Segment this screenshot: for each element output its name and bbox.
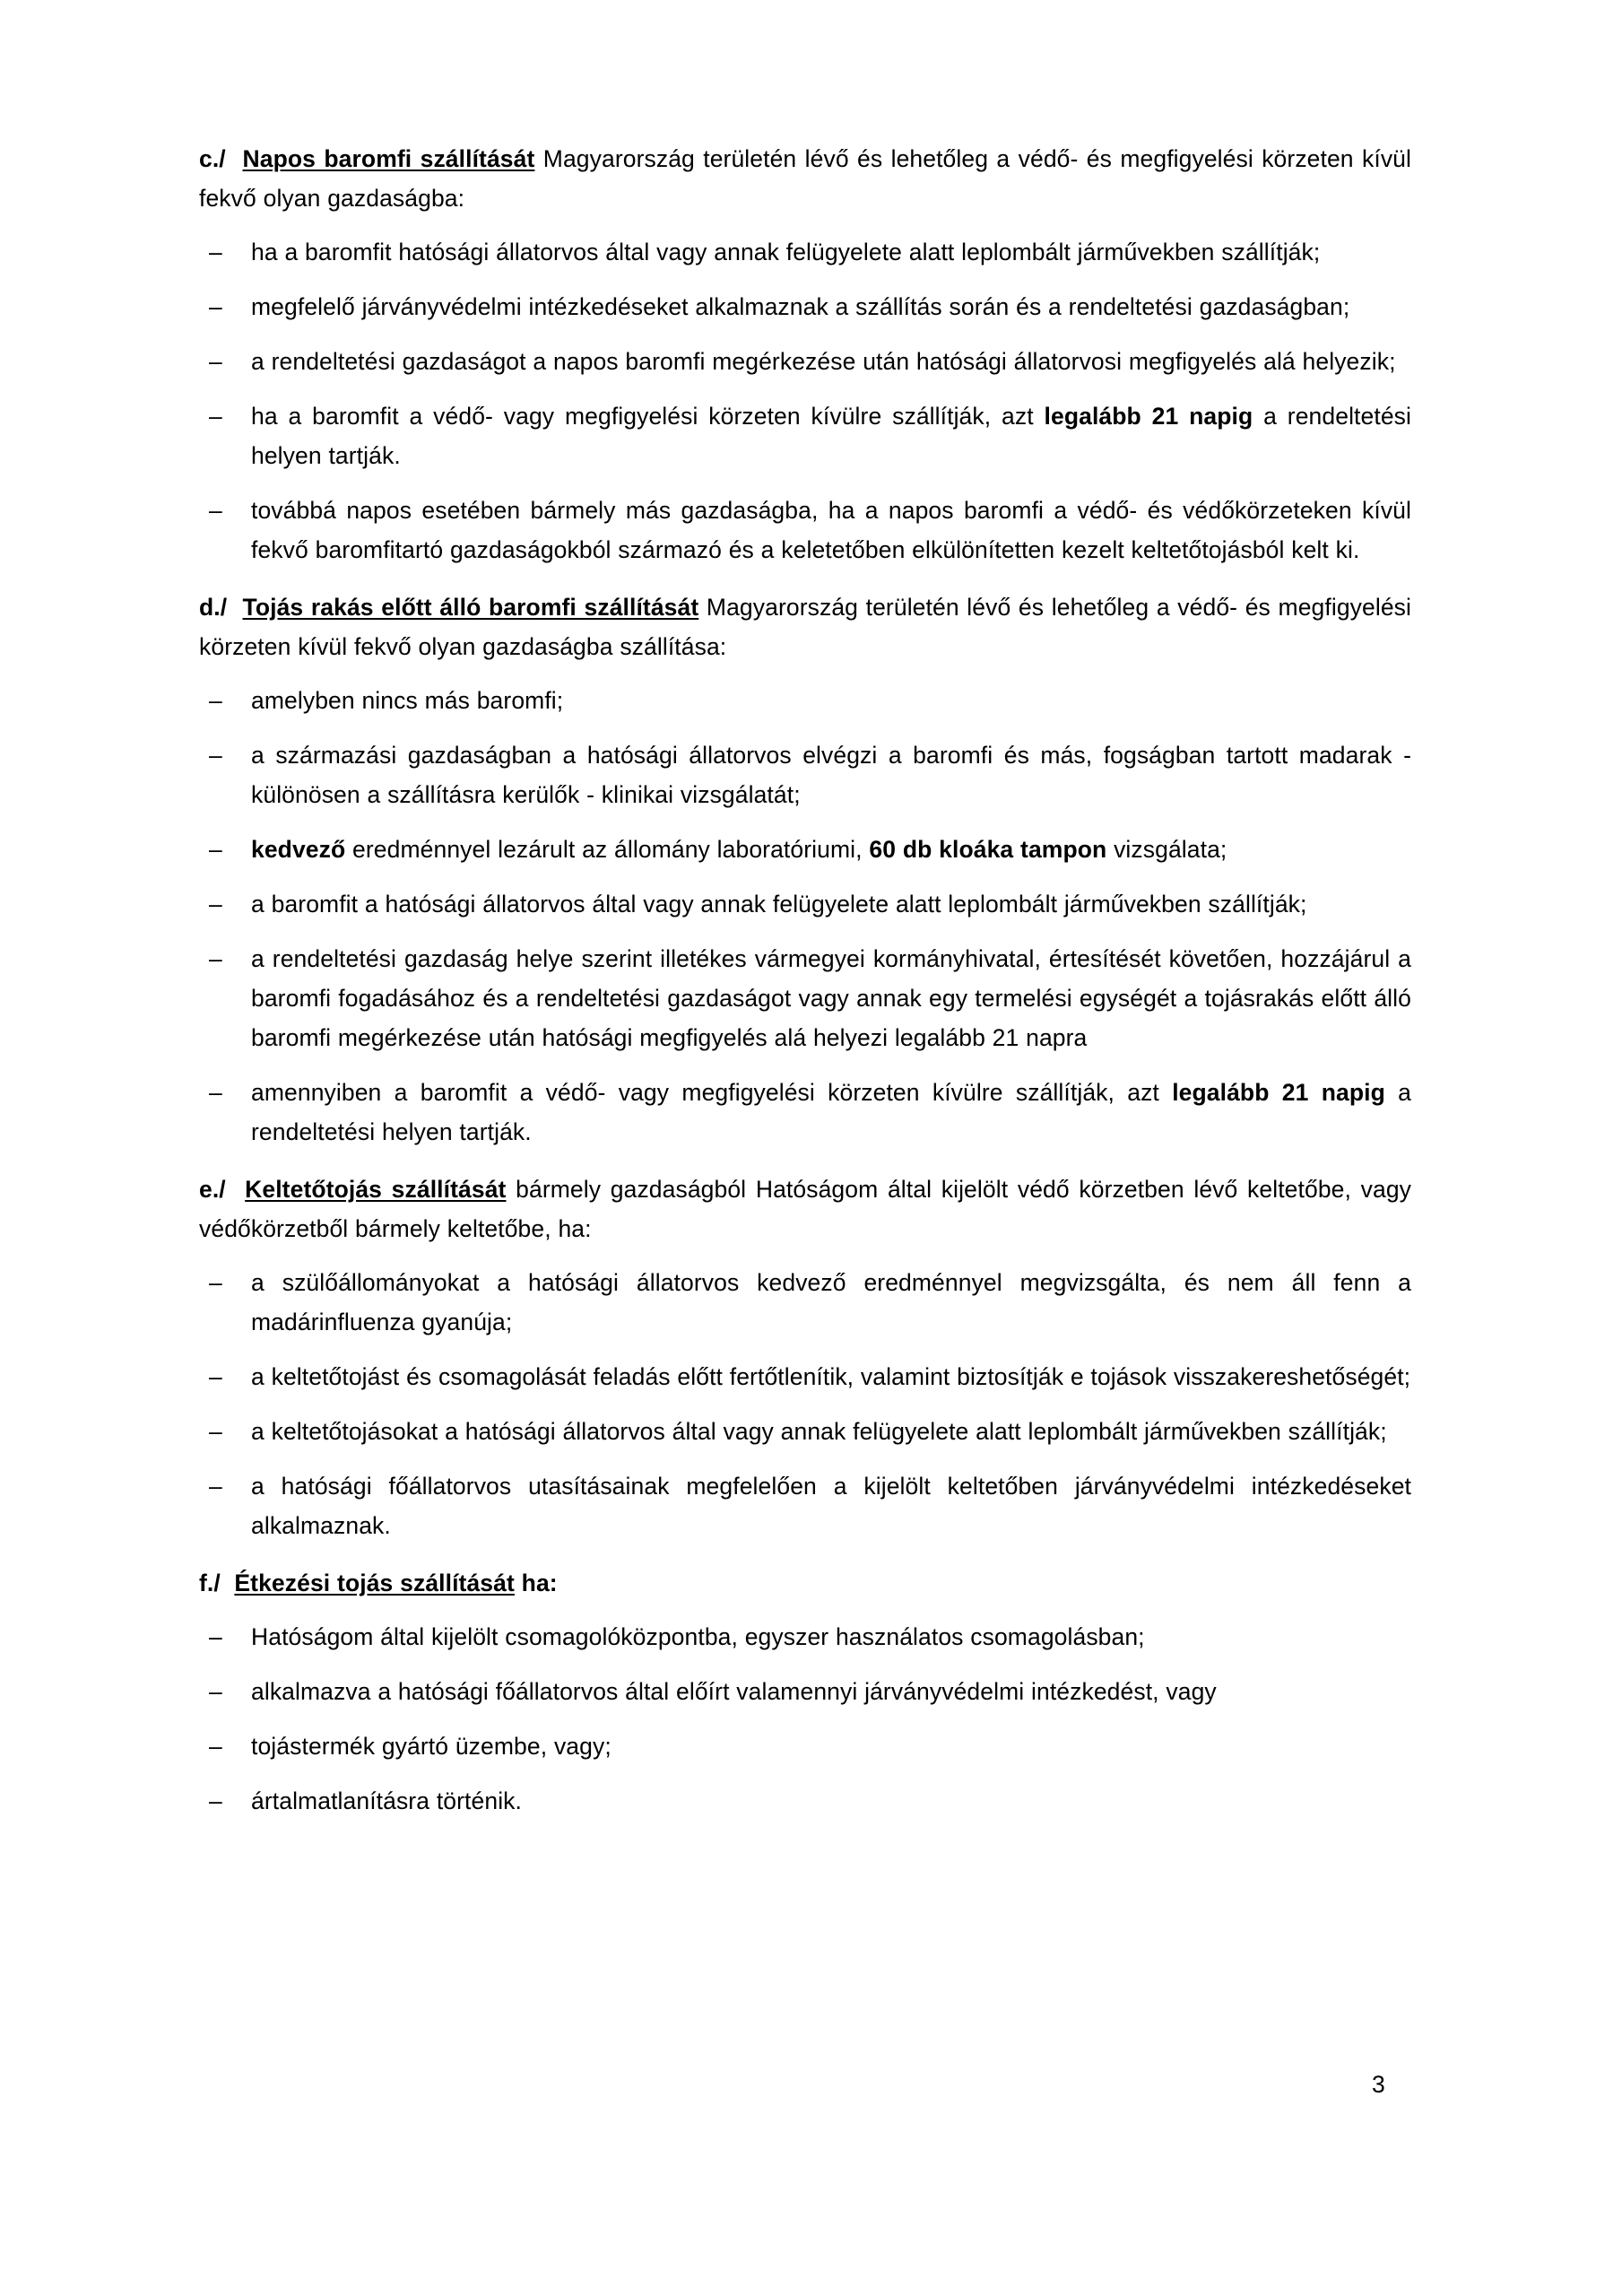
section-heading-f <box>199 1563 1411 1603</box>
list-item <box>199 1073 1411 1152</box>
dash-bullet-icon: – <box>209 1733 222 1760</box>
section-heading-rest-c: Magyarország területén lévő és lehetőleg a védő- és megfigyelési körzeten kívül fekvő olyan gazdaságba: <box>199 145 1412 212</box>
dash-list-c <box>199 232 1411 570</box>
list-item-text: a rendeltetési gazdaságot a napos baromfi megérkezése után hatósági állatorvosi megfigyelés alá helyezik; <box>251 348 1396 375</box>
list-item-text-pre: amennyiben a baromfit a védő- vagy megfigyelési körzeten kívülre szállítják, azt <box>251 1079 1173 1106</box>
list-item-text: a származási gazdaságban a hatósági állatorvos elvégzi a baromfi és más, fogságban tartott madarak - különösen a szállításra kerülők - klinikai vizsgálatát; <box>251 742 1411 808</box>
section-list-d <box>199 681 1411 1152</box>
section-label-f: f./ <box>199 1570 221 1596</box>
dash-bullet-icon: – <box>209 945 222 972</box>
dash-bullet-icon: – <box>209 1623 222 1650</box>
section-title-e: Keltetőtojás szállítását <box>245 1176 507 1203</box>
dash-list-d <box>199 681 1411 1152</box>
dash-bullet-icon: – <box>209 1473 222 1500</box>
list-item-text: amelyben nincs más baromfi; <box>251 687 564 714</box>
list-item <box>199 1617 1411 1657</box>
section-heading-rest-f: ha: <box>514 1570 558 1596</box>
list-item-text-pre: eredménnyel lezárult az állomány laboratóriumi, <box>345 836 870 863</box>
section-heading-c <box>199 139 1411 218</box>
dash-bullet-icon: – <box>209 293 222 320</box>
list-item-text: Hatóságom által kijelölt csomagolóközpontba, egyszer használatos csomagolásban; <box>251 1623 1145 1650</box>
dash-bullet-icon: – <box>209 742 222 769</box>
list-item-text: ártalmatlanításra történik. <box>251 1787 522 1814</box>
section-heading-rest-d: Magyarország területén lévő és lehetőleg a védő- és megfigyelési körzeten kívül fekvő olyan gazdaságba szállítása: <box>199 594 1412 660</box>
dash-bullet-icon: – <box>209 1363 222 1390</box>
list-item <box>199 884 1411 924</box>
list-item-text: a keltetőtojást és csomagolását feladás előtt fertőtlenítik, valamint biztosítják e tojások visszakereshetőségét; <box>251 1363 1411 1390</box>
dash-bullet-icon: – <box>209 1079 222 1106</box>
dash-bullet-icon: – <box>209 836 222 863</box>
list-item <box>199 396 1411 475</box>
list-item <box>199 681 1411 720</box>
dash-bullet-icon: – <box>209 348 222 375</box>
list-item <box>199 491 1411 570</box>
list-item-text: megfelelő járványvédelmi intézkedéseket alkalmaznak a szállítás során és a rendeltetési gazdaságban; <box>251 293 1350 320</box>
section-list-f <box>199 1617 1411 1821</box>
section-heading-d <box>199 587 1411 666</box>
dash-bullet-icon: – <box>209 687 222 714</box>
list-item <box>199 939 1411 1057</box>
dash-bullet-icon: – <box>209 239 222 265</box>
page-number: 3 <box>1372 2071 1385 2098</box>
dash-list-f <box>199 1617 1411 1821</box>
list-item <box>199 287 1411 326</box>
dash-bullet-icon: – <box>209 1678 222 1705</box>
list-item-text: tojástermék gyártó üzembe, vagy; <box>251 1733 612 1760</box>
list-item-emphasis: legalább 21 napig <box>1172 1079 1385 1106</box>
list-item <box>199 1781 1411 1821</box>
section-label-d: d./ <box>199 594 228 621</box>
dash-bullet-icon: – <box>209 891 222 918</box>
list-item-text: a szülőállományokat a hatósági állatorvos kedvező eredménnyel megvizsgálta, és nem áll fenn a madárinfluenza gyanúja; <box>251 1269 1411 1335</box>
dash-bullet-icon: – <box>209 403 222 430</box>
dash-bullet-icon: – <box>209 1787 222 1814</box>
list-item-text: továbbá napos esetében bármely más gazdaságba, ha a napos baromfi a védő- és védőkörzeteken kívül fekvő baromfitartó gazdaságokból származó és a keletetőben elkülönítetten kezelt keltetőtojásból kelt ki. <box>251 497 1411 563</box>
list-item-text: a rendeltetési gazdaság helye szerint illetékes vármegyei kormányhivatal, értesítését követően, hozzájárul a baromfi fogadásához és a rendeltetési gazdaságot vagy annak egy termelési egységét a tojásrakás előtt álló baromfi megérkezése után hatósági megfigyelés alá helyezi legalább 21 napra <box>251 945 1411 1051</box>
list-item <box>199 1357 1411 1396</box>
section-list-e <box>199 1263 1411 1545</box>
list-item-text: alkalmazva a hatósági főállatorvos által előírt valamennyi járványvédelmi intézkedést, vagy <box>251 1678 1217 1705</box>
list-item-emphasis-lead: kedvező <box>251 836 346 863</box>
list-item <box>199 1672 1411 1711</box>
list-item-emphasis: legalább 21 napig <box>1044 403 1253 430</box>
section-title-d: Tojás rakás előtt álló baromfi szállítását <box>242 594 699 621</box>
dash-bullet-icon: – <box>209 1418 222 1445</box>
list-item <box>199 1412 1411 1451</box>
list-item <box>199 1466 1411 1545</box>
list-item <box>199 1263 1411 1342</box>
list-item <box>199 830 1411 869</box>
list-item-text: a hatósági főállatorvos utasításainak megfelelően a kijelölt keltetőben járványvédelmi intézkedéseket alkalmaznak. <box>251 1473 1411 1539</box>
section-list-c <box>199 232 1411 570</box>
list-item-text: a baromfit a hatósági állatorvos által vagy annak felügyelete alatt leplombált járművekben szállítják; <box>251 891 1307 918</box>
section-heading-e <box>199 1170 1411 1248</box>
dash-bullet-icon: – <box>209 1269 222 1296</box>
list-item-text-pre: ha a baromfit a védő- vagy megfigyelési körzeten kívülre szállítják, azt <box>251 403 1045 430</box>
list-item <box>199 342 1411 381</box>
list-item <box>199 1726 1411 1766</box>
section-title-c: Napos baromfi szállítását <box>242 145 535 172</box>
section-label-c: c./ <box>199 145 226 172</box>
list-item-text-post: vizsgálata; <box>1106 836 1227 863</box>
list-item-emphasis: 60 db kloáka tampon <box>869 836 1107 863</box>
list-item <box>199 735 1411 814</box>
list-item-text-post: a rendeltetési helyen tartják. <box>251 403 1411 469</box>
list-item-text: ha a baromfit hatósági állatorvos által vagy annak felügyelete alatt leplombált járművekben szállítják; <box>251 239 1321 265</box>
list-item <box>199 232 1411 272</box>
section-label-e: e./ <box>199 1176 226 1203</box>
dash-list-e <box>199 1263 1411 1545</box>
list-item-text: a keltetőtojásokat a hatósági állatorvos által vagy annak felügyelete alatt leplombált járművekben szállítják; <box>251 1418 1387 1445</box>
section-heading-rest-e: bármely gazdaságból Hatóságom által kijelölt védő körzetben lévő keltetőbe, vagy védőkörzetből bármely keltetőbe, ha: <box>199 1176 1412 1242</box>
document-body <box>199 139 1411 1839</box>
dash-bullet-icon: – <box>209 497 222 524</box>
section-title-f: Étkezési tojás szállítását <box>234 1570 515 1596</box>
list-item-text-post: a rendeltetési helyen tartják. <box>251 1079 1412 1145</box>
